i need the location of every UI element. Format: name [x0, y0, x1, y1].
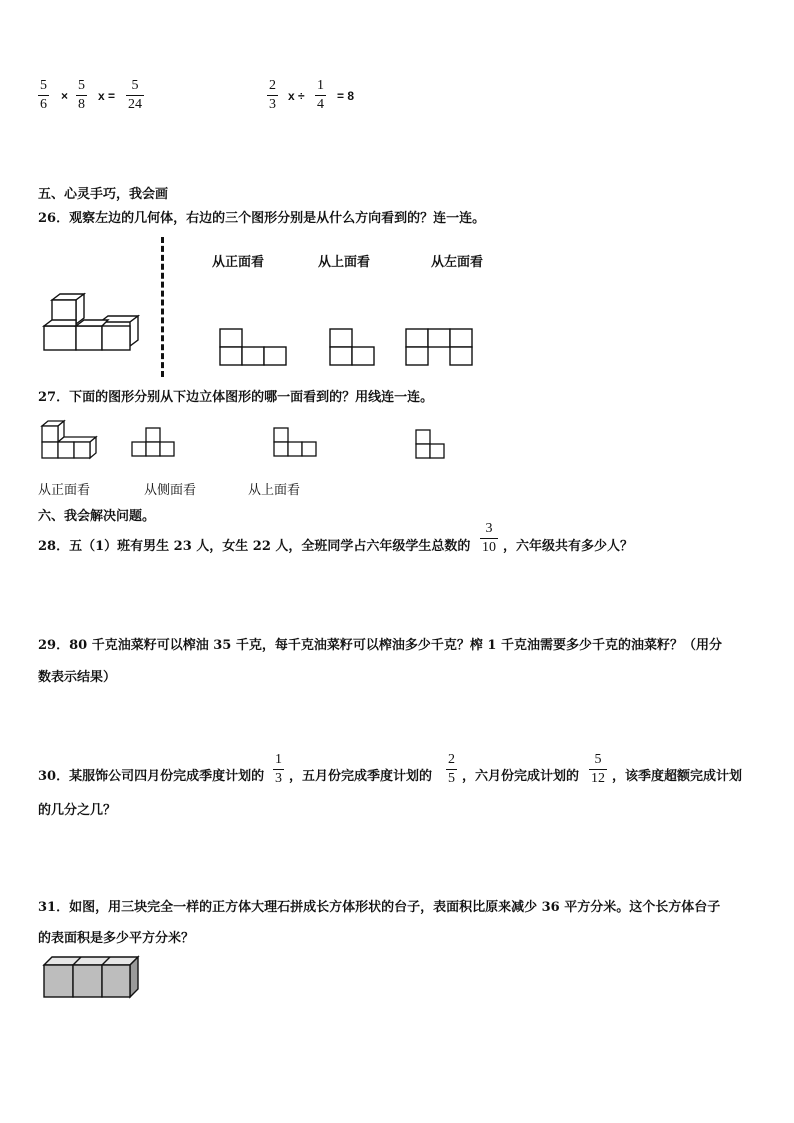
eq1-fraction-3	[126, 79, 144, 112]
numerator: 2	[269, 78, 276, 93]
q26-label-left: 从左面看	[431, 255, 484, 270]
q30-line2: 的几分之几？	[38, 803, 117, 818]
q31-cuboid-figure	[42, 955, 142, 1001]
q30-text-d: ，该季度超额完成计划	[612, 769, 743, 784]
denominator: 3	[269, 97, 276, 112]
q31-line2: 的表面积是多少平方分米？	[38, 931, 195, 946]
numerator: 5	[78, 78, 85, 93]
q28-text-a: 28．五（1）班有男生 23 人，女生 22 人，全班同学占六年级学生总数的	[38, 539, 471, 554]
q31-line1: 31．如图，用三块完全一样的正方体大理石拼成长方体形状的台子，表面积比原来减少 36 平方分米。这个长方体台子	[38, 900, 721, 915]
q30-fraction-1	[273, 753, 284, 786]
denominator: 4	[317, 97, 324, 112]
q30-text-a: 30．某服饰公司四月份完成季度计划的	[38, 769, 265, 784]
q30-fraction-2	[446, 753, 457, 786]
q28-text-b: ，六年级共有多少人？	[503, 539, 634, 554]
q27-label-side: 从侧面看	[144, 483, 197, 498]
q27-text: 27．下面的图形分别从下边立体图形的哪一面看到的？用线连一连。	[38, 390, 434, 405]
eq1-fraction-2	[76, 79, 87, 112]
denominator: 12	[591, 771, 605, 786]
eq2-fraction-1	[267, 79, 278, 112]
numerator: 5	[131, 78, 139, 93]
denominator: 10	[482, 540, 496, 555]
denominator: 24	[128, 97, 142, 112]
x-equals: x =	[98, 89, 116, 103]
section5-title: 五、心灵手巧，我会画	[38, 187, 169, 202]
q27-label-front: 从正面看	[38, 483, 91, 498]
q26-solid-figure	[40, 292, 144, 354]
denominator: 3	[275, 771, 282, 786]
denominator: 6	[40, 97, 47, 112]
q26-view-left	[405, 328, 475, 368]
times-sign: ×	[61, 89, 69, 103]
equals-eight: = 8	[337, 89, 355, 103]
q26-label-top: 从上面看	[318, 255, 371, 270]
q27-solid-figure	[40, 418, 102, 462]
q27-label-top: 从上面看	[248, 483, 301, 498]
q26-label-front: 从正面看	[212, 255, 265, 270]
q26-text: 26．观察左边的几何体，右边的三个图形分别是从什么方向看到的？连一连。	[38, 211, 486, 226]
numerator: 5	[40, 78, 47, 93]
q26-view-top	[329, 328, 377, 368]
q27-view-1	[130, 427, 178, 461]
q27-view-2	[272, 427, 320, 461]
q30-fraction-3	[589, 753, 607, 786]
denominator: 5	[448, 771, 455, 786]
numerator: 3	[485, 521, 493, 536]
q29-line2: 数表示结果）	[38, 670, 117, 685]
numerator: 2	[448, 752, 455, 767]
q28-fraction	[480, 522, 498, 555]
q29-line1: 29．80 千克油菜籽可以榨油 35 千克，每千克油菜籽可以榨油多少千克？榨 1 千克油需要多少千克的油菜籽？（用分	[38, 638, 722, 653]
denominator: 8	[78, 97, 85, 112]
q26-view-front	[219, 328, 289, 368]
numerator: 5	[594, 752, 602, 767]
q30-text-b: ，五月份完成季度计划的	[289, 769, 433, 784]
eq1-fraction-1	[38, 79, 49, 112]
section6-title: 六、我会解决问题。	[38, 509, 156, 524]
divider-dashed-line	[161, 237, 164, 377]
numerator: 1	[275, 752, 282, 767]
x-divide: x ÷	[288, 89, 305, 103]
q30-text-c: ，六月份完成计划的	[462, 769, 580, 784]
q27-view-3	[414, 427, 450, 465]
eq2-fraction-2	[315, 79, 326, 112]
numerator: 1	[317, 78, 324, 93]
